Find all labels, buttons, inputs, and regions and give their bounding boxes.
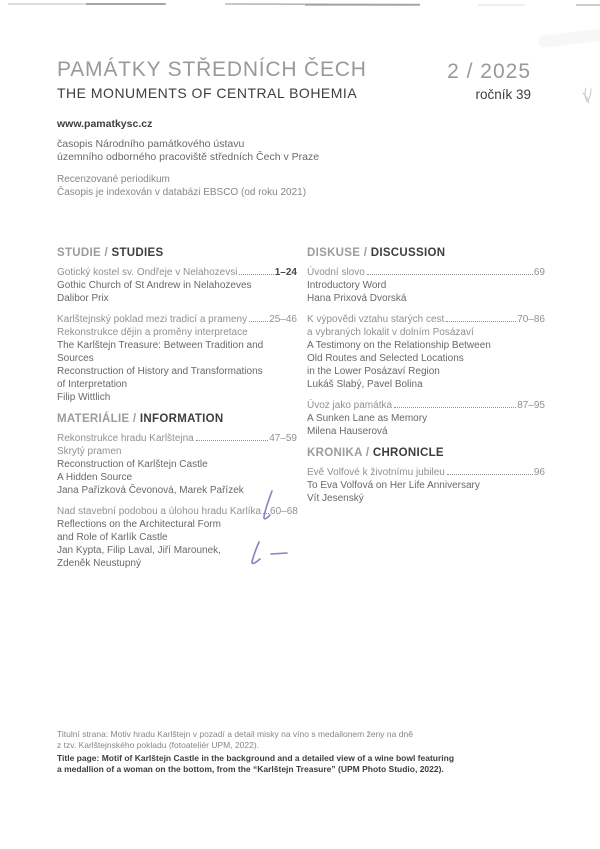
toc-entry (57, 505, 297, 570)
dotted-leader (447, 474, 533, 475)
entry-authors: Lukáš Slabý, Pavel Bolina (307, 379, 423, 390)
entry-title-line (307, 399, 545, 412)
entry-pages: 87–95 (517, 400, 545, 411)
entry-pages: 47–59 (269, 433, 297, 444)
toc-entry (57, 432, 297, 497)
caption-cs-line-2: z tzv. Karlštejnského pokladu (fotoateliér UPM, 2022). (57, 740, 260, 750)
entry-title-cs: Evě Volfové k životnímu jubileu (307, 467, 445, 478)
entry-title-en: Reflections on the Architectural Form (57, 519, 221, 530)
section-heading (307, 446, 545, 460)
entry-title-en: and Role of Karlík Castle (57, 532, 168, 543)
dotted-leader (263, 513, 269, 514)
section-heading-separator: / (360, 247, 371, 259)
section-heading-en: CHRONICLE (372, 447, 444, 459)
entry-title-en: The Karlštejn Treasure: Between Tradition and Sources (57, 340, 264, 364)
toc-entry (57, 313, 297, 404)
entry-authors: Milena Hauserová (307, 426, 388, 437)
entry-subtitle-cs: Rekonstrukce dějin a proměny interpretace (57, 327, 248, 338)
entry-pages: 60–68 (270, 506, 298, 517)
volume-label: ročník 39 (475, 87, 531, 102)
entry-title-cs: Karlštejnský poklad mezi tradicí a prameny (57, 314, 248, 325)
entry-title-en: in the Lower Posázaví Region (307, 366, 440, 377)
entry-title-en: Introductory Word (307, 280, 387, 291)
dotted-leader (239, 274, 273, 275)
entry-pages: 69 (533, 267, 545, 278)
entry-title-cs: Úvodní slovo (307, 267, 365, 278)
toc-entry (307, 266, 545, 305)
entry-authors: Jan Kypta, Filip Laval, Jiří Marounek, (57, 545, 221, 556)
toc-entry (307, 313, 545, 391)
entry-title-en: of Interpretation (57, 379, 128, 390)
entry-title-line (307, 266, 545, 279)
entry-subtitle-cs: a vybraných lokalit v dolním Posázaví (307, 327, 474, 338)
entry-title-line (57, 313, 297, 326)
note-indexed: Časopis je indexován v databázi EBSCO (od roku 2021) (57, 187, 307, 198)
section-heading-en: DISCUSSION (370, 247, 446, 259)
dotted-leader (446, 321, 516, 322)
entry-authors: Vít Jesenský (307, 493, 364, 504)
entry-authors: Jana Pařízková Čevonová, Marek Pařízek (57, 485, 244, 496)
toc-section (307, 446, 545, 505)
entry-title-en: Reconstruction of Karlštejn Castle (57, 459, 208, 470)
toc-column-right (307, 246, 545, 513)
website-url: www.pamatkysc.cz (57, 118, 153, 130)
entry-authors: Zdeněk Neustupný (57, 558, 141, 569)
toc-entry (307, 399, 545, 438)
section-heading-en: INFORMATION (139, 413, 224, 425)
note-reviewed: Recenzované periodikum (57, 174, 170, 185)
dotted-leader (367, 274, 533, 275)
caption-en-line-1: Title page: Motif of Karlštejn Castle in the background and a detailed view of a wine bowl featuring (57, 753, 455, 763)
entry-title-cs: K výpovědi vztahu starých cest (307, 314, 445, 325)
entry-authors: Hana Prixová Dvorská (307, 293, 407, 304)
toc-entry (57, 266, 297, 305)
entry-title-en: Old Routes and Selected Locations (307, 353, 464, 364)
entry-pages: 70–86 (517, 314, 545, 325)
section-heading-separator: / (362, 447, 373, 459)
issue-number: 2 / 2025 (447, 60, 531, 83)
section-heading-en: STUDIES (111, 247, 164, 259)
caption-cs-line-1: Titulní strana: Motiv hradu Karlštejn v pozadí a detail misky na víno s medailonem ženy na dně (57, 729, 413, 739)
section-heading-cs: STUDIE (57, 247, 101, 259)
dotted-leader (394, 407, 516, 408)
entry-pages: 96 (533, 467, 545, 478)
section-heading (57, 412, 297, 426)
entry-title-line (57, 505, 297, 518)
issue-block (447, 60, 531, 102)
scan-smudge (538, 28, 600, 49)
entry-pages: 1–24 (274, 267, 297, 278)
caption-en-line-2: a medallion of a woman on the bottom, from the “Karlštejn Treasure” (UPM Photo Studio, 2022). (57, 764, 444, 774)
entry-title-en: To Eva Volfová on Her Life Anniversary (307, 480, 480, 491)
entry-title-line (57, 266, 297, 279)
section-heading-separator: / (129, 413, 140, 425)
entry-title-cs: Nad stavební podobou a úlohou hradu Karlíka (57, 506, 262, 517)
entry-subtitle-cs: Skrytý pramen (57, 446, 122, 457)
entry-title-en: A Hidden Source (57, 472, 133, 483)
entry-title-en: Gothic Church of St Andrew in Nelahozeves (57, 280, 252, 291)
publisher-line-1: časopis Národního památkového ústavu (57, 138, 245, 150)
section-heading (307, 246, 545, 260)
toc-section (307, 246, 545, 438)
section-heading (57, 246, 297, 260)
entry-title-line (307, 466, 545, 479)
entry-title-cs: Gotický kostel sv. Ondřeje v Nelahozevsi (57, 267, 238, 278)
cover-caption (57, 729, 527, 775)
toc-column-left (57, 246, 297, 578)
entry-title-cs: Úvoz jako památka (307, 400, 393, 411)
dotted-leader (249, 321, 268, 322)
entry-title-en: A Sunken Lane as Memory (307, 413, 428, 424)
dotted-leader (196, 440, 268, 441)
publisher-line-2: územního odborného pracoviště středních Čech v Praze (57, 151, 320, 163)
entry-title-cs: Rekonstrukce hradu Karlštejna (57, 433, 194, 444)
entry-title-line (57, 432, 297, 445)
entry-authors: Dalibor Prix (57, 293, 109, 304)
toc-entry (307, 466, 545, 505)
entry-title-en: Reconstruction of History and Transformations (57, 366, 263, 377)
journal-title: PAMÁTKY STŘEDNÍCH ČECH (57, 58, 367, 81)
journal-subtitle: THE MONUMENTS OF CENTRAL BOHEMIA (57, 85, 358, 101)
entry-title-en: A Testimony on the Relationship Between (307, 340, 491, 351)
entry-title-line (307, 313, 545, 326)
section-heading-separator: / (100, 247, 112, 259)
section-heading-cs: KRONIKA (307, 447, 363, 459)
toc-section (57, 246, 297, 404)
section-heading-cs: MATERIÁLIE (57, 413, 130, 425)
section-heading-cs: DISKUSE (307, 247, 361, 259)
entry-authors: Filip Wittlich (57, 392, 111, 403)
toc-section (57, 412, 297, 570)
entry-pages: 25–46 (269, 314, 297, 325)
journal-meta (57, 118, 319, 199)
